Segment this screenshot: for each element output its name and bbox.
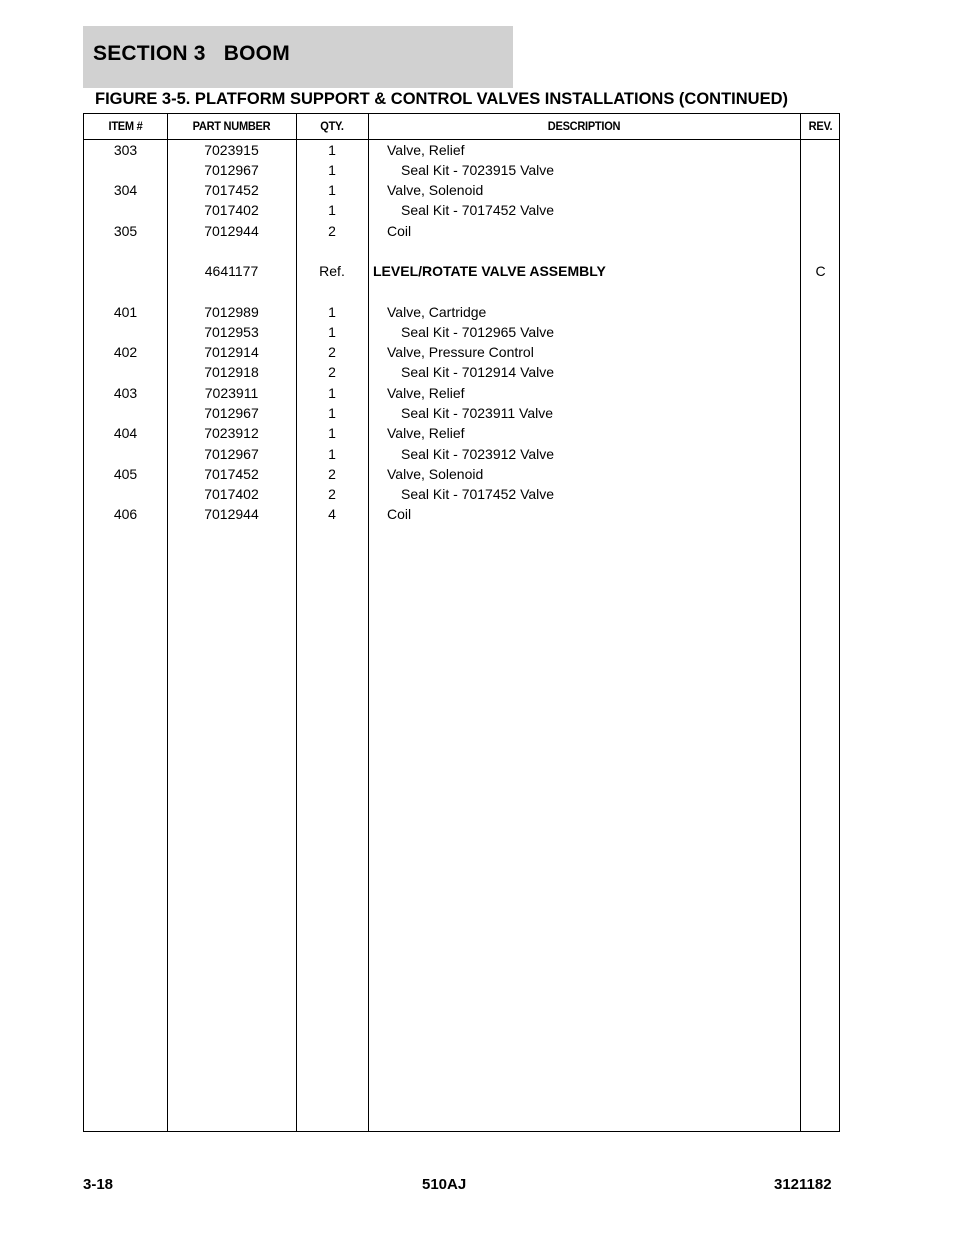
cell-qty: 1: [328, 162, 336, 178]
cell-part-number: 7017452: [204, 182, 259, 198]
cell-description: Valve, Solenoid: [387, 182, 484, 198]
cell-qty: 1: [328, 425, 336, 441]
cell-description: Coil: [387, 506, 412, 522]
cell-item: 402: [113, 344, 138, 360]
cell-part-number: 7023912: [204, 425, 259, 441]
cell-item: 303: [113, 142, 138, 158]
table-row: [84, 140, 839, 160]
table-row: [84, 423, 839, 443]
header-qty: QTY.: [320, 119, 344, 133]
cell-part-number: 7012967: [204, 405, 259, 421]
table-row: [84, 180, 839, 200]
header-description: DESCRIPTION: [547, 119, 621, 133]
table-row: [84, 221, 839, 241]
cell-part-number: 7012967: [204, 446, 259, 462]
cell-part-number: 4641177: [204, 263, 259, 279]
cell-description: Valve, Relief: [387, 425, 465, 441]
table-row: [84, 464, 839, 484]
cell-description: Seal Kit - 7017452 Valve: [401, 486, 555, 502]
footer-model: 510AJ: [422, 1176, 467, 1193]
cell-rev: C: [815, 263, 826, 279]
figure-title: FIGURE 3-5. PLATFORM SUPPORT & CONTROL VALVES INSTALLATIONS (CONTINUED): [95, 90, 788, 108]
cell-description: Seal Kit - 7023912 Valve: [401, 446, 555, 462]
cell-part-number: 7012953: [204, 324, 259, 340]
section-header: [83, 26, 513, 88]
table-row: [84, 302, 839, 322]
cell-item: 305: [113, 223, 138, 239]
cell-part-number: 7012944: [204, 223, 259, 239]
table-row: [84, 322, 839, 342]
cell-qty: Ref.: [319, 263, 345, 279]
cell-qty: 2: [328, 466, 336, 482]
cell-qty: 2: [328, 486, 336, 502]
cell-item: 401: [113, 304, 138, 320]
cell-qty: 1: [328, 142, 336, 158]
cell-part-number: 7017452: [204, 466, 259, 482]
table-row: [84, 362, 839, 382]
cell-description: Valve, Relief: [387, 385, 465, 401]
header-part-number: PART NUMBER: [192, 119, 271, 133]
cell-part-number: 7023911: [204, 385, 259, 401]
cell-qty: 1: [328, 405, 336, 421]
cell-part-number: 7023915: [204, 142, 259, 158]
cell-qty: 4: [328, 506, 336, 522]
cell-part-number: 7017402: [204, 486, 259, 502]
cell-qty: 1: [328, 304, 336, 320]
cell-qty: 1: [328, 202, 336, 218]
cell-part-number: 7012944: [204, 506, 259, 522]
cell-qty: 1: [328, 324, 336, 340]
cell-qty: 1: [328, 182, 336, 198]
cell-item: 403: [113, 385, 138, 401]
cell-description: Seal Kit - 7023915 Valve: [401, 162, 555, 178]
cell-item: 404: [113, 425, 138, 441]
cell-part-number: 7012914: [204, 344, 259, 360]
cell-description: Valve, Solenoid: [387, 466, 484, 482]
cell-item: 304: [113, 182, 138, 198]
cell-description: Valve, Relief: [387, 142, 465, 158]
table-row: [84, 403, 839, 423]
table-row: [84, 200, 839, 220]
header-rev: REV.: [808, 119, 833, 133]
cell-description: Seal Kit - 7017452 Valve: [401, 202, 555, 218]
footer-doc-number: 3121182: [774, 1176, 832, 1193]
cell-item: 406: [113, 506, 138, 522]
cell-description: Coil: [387, 223, 412, 239]
cell-description: Valve, Pressure Control: [387, 344, 534, 360]
section-title: SECTION 3 BOOM: [93, 42, 290, 65]
cell-description: LEVEL/ROTATE VALVE ASSEMBLY: [373, 263, 606, 279]
cell-description: Valve, Cartridge: [387, 304, 487, 320]
table-row: [84, 484, 839, 504]
cell-item: 405: [113, 466, 138, 482]
table-row: [84, 261, 839, 281]
table-row: [84, 383, 839, 403]
cell-part-number: 7012989: [204, 304, 259, 320]
footer-page-number: 3-18: [83, 1176, 114, 1193]
cell-description: Seal Kit - 7012965 Valve: [401, 324, 555, 340]
table-row: [84, 504, 839, 524]
cell-description: Seal Kit - 7012914 Valve: [401, 364, 555, 380]
cell-part-number: 7012918: [204, 364, 259, 380]
header-item: ITEM #: [108, 119, 143, 133]
parts-table: [83, 113, 840, 1132]
table-row: [84, 342, 839, 362]
cell-qty: 1: [328, 446, 336, 462]
table-row: [84, 444, 839, 464]
cell-qty: 2: [328, 364, 336, 380]
cell-part-number: 7017402: [204, 202, 259, 218]
cell-qty: 1: [328, 385, 336, 401]
cell-part-number: 7012967: [204, 162, 259, 178]
cell-description: Seal Kit - 7023911 Valve: [401, 405, 554, 421]
table-row: [84, 160, 839, 180]
cell-qty: 2: [328, 344, 336, 360]
cell-qty: 2: [328, 223, 336, 239]
